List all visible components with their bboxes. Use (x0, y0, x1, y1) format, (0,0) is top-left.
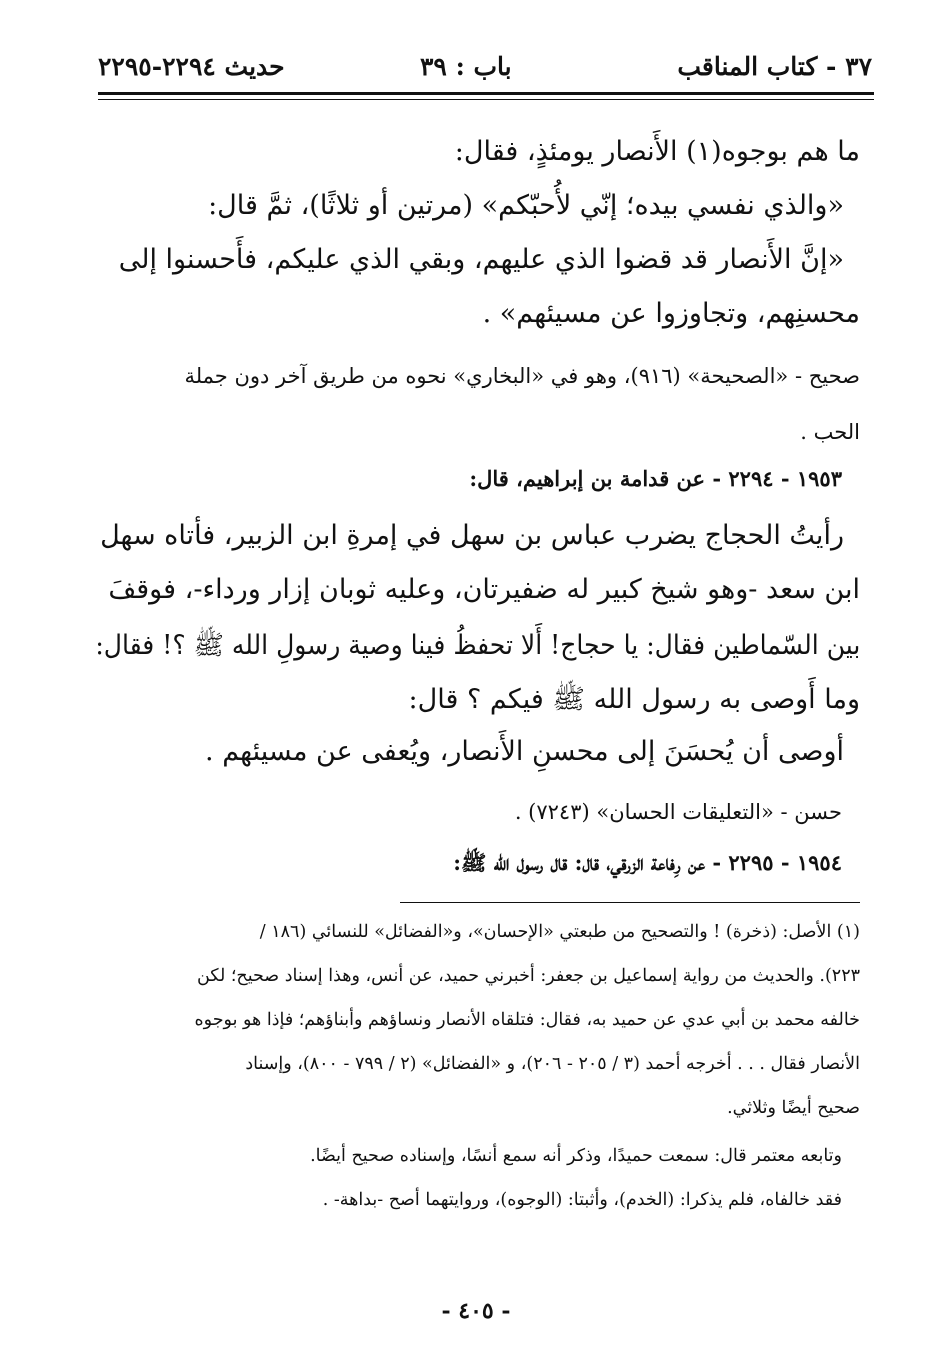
footnote-line-1: (١) الأصل: (ذخرة) ! والتصحيح من طبعتي «الإحسان»، و«الفضائل» للنسائي (١٨٦ / (259, 922, 860, 942)
header-rule-thin (98, 99, 874, 100)
body-line-3: «إنَّ الأَنصار قد قضوا الذي عليهم، وبقي الذي عليكم، فأَحسنوا إلى (118, 244, 844, 275)
header-rule-thick (98, 92, 874, 95)
header-hadith-range: حديث ٢٢٩٤-٢٢٩٥ (98, 52, 285, 81)
body-line-1: ما هم بوجوه(١) الأَنصار يومئذٍ، فقال: (454, 136, 860, 167)
hadith-1953-line-2: ابن سعد -وهو شيخ كبير له ضفيرتان، وعليه ثوبان إزار ورداء-، فوقفَ (108, 574, 860, 605)
header-chapter: باب : ٣٩ (420, 52, 512, 81)
hadith-1953-line-1: رأيتُ الحجاج يضرب عباس بن سهل في إمرةِ ابن الزبير، فأتاه سهل (100, 520, 844, 551)
grading-2: حسن - «التعليقات الحسان» (٧٢٤٣) . (514, 800, 842, 824)
footnote-separator (400, 902, 860, 903)
footnote-line-2: ٢٢٣). والحديث من رواية إسماعيل بن جعفر: أخبرني حميد، عن أنس، وهذا إسناد صحيح؛ لكن (196, 966, 860, 986)
grading-1-line-1: صحيح - «الصحيحة» (٩١٦)، وهو في «البخاري» نحوه من طريق آخر دون جملة (184, 364, 860, 388)
hadith-1953-line-3: بين السّماطين فقال: يا حجاج! أَلا تحفظُ فينا وصية رسولِ الله ﷺ ؟! فقال: (95, 630, 860, 661)
hadith-1953-line-4: وما أَوصى به رسول الله ﷺ فيكم ؟ قال: (408, 684, 860, 715)
footnote-line-3: خالفه محمد بن أبي عدي عن حميد به، فقال: فتلقاه الأنصار ونساؤهم وأبناؤهم؛ فإذا هو بوجوه (194, 1010, 860, 1030)
hadith-1953-line-5: أوصى أن يُحسَنَ إلى محسنِ الأَنصار، ويُعفى عن مسيئهم . (205, 736, 844, 767)
hadith-1954-heading: ١٩٥٤ - ٢٢٩٥ - عن رِفاعة الزرقي، قال: قال رسول الله ﷺ: (453, 850, 842, 875)
footnote-line-4: الأنصار فقال . . . أخرجه أحمد (٣ / ٢٠٥ - ٢٠٦)، و «الفضائل» (٢ / ٧٩٩ - ٨٠٠)، وإسناد (245, 1054, 860, 1074)
footnote-line-5: صحيح أيضًا وثلاثي. (727, 1098, 860, 1118)
hadith-1953-heading: ١٩٥٣ - ٢٢٩٤ - عن قدامة بن إبراهيم، قال: (469, 466, 842, 491)
body-line-4: محسنِهم، وتجاوزوا عن مسيئهم» . (482, 298, 860, 329)
page-number: - ٤٠٥ - (441, 1298, 511, 1324)
grading-1-line-2: الحب . (800, 420, 860, 444)
footnote-line-6: وتابعه معتمر قال: سمعت حميدًا، وذكر أنه سمع أنسًا، وإسناده صحيح أيضًا. (310, 1146, 842, 1166)
footnote-line-7: فقد خالفاه، فلم يذكرا: (الخدم)، وأثبتا: (الوجوه)، وروايتهما أصح -بداهة- . (322, 1190, 842, 1210)
header-book-title: ٣٧ - كتاب المناقب (677, 52, 872, 81)
body-line-2: «والذي نفسي بيده؛ إنّي لأُحبّكم» (مرتين أو ثلاثًا)، ثمَّ قال: (208, 190, 844, 221)
